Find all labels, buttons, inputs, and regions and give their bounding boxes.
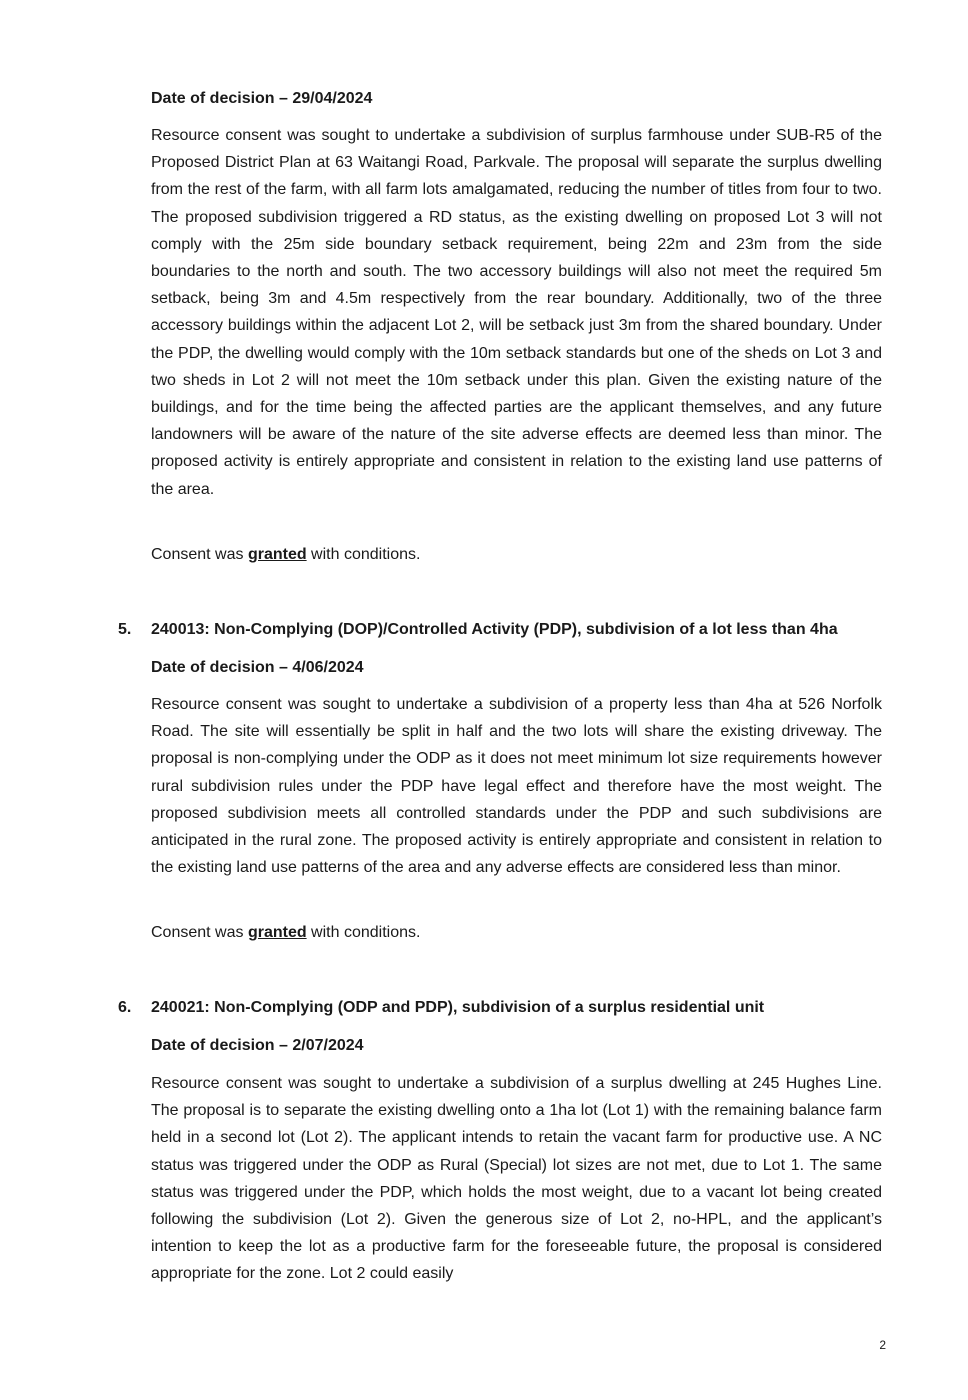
section-5-paragraph: Resource consent was sought to undertake a subdivision of a property less than 4ha at 526 Norfolk Road. The site will essentially be split in half and the two lots will share the existing driveway. The proposal is non-complying under the ODP as it does not meet minimum lot size requirements however rural subdivision rules under the PDP have legal effect and therefore have the most weight. The proposed subdivision meets all controlled standards under the PDP and such subdivisions are anticipated in the rural zone. The proposed activity is entirely appropriate and consistent in relation to the existing land use patterns of the area and any adverse effects are considered less than minor. [151, 696, 882, 877]
section-6-paragraph: Resource consent was sought to undertake a subdivision of a surplus dwelling at 245 Hughes Line. The proposal is to separate the existing dwelling onto a 1ha lot (Lot 1) with the remaining balance farm held in a second lot (Lot 2). The applicant intends to retain the vacant farm for productive use. A NC status was triggered under the ODP as Rural (Special) lot sizes are not met, due to Lot 1. The same status was triggered under the PDP, which holds the most weight, due to a vacant lot being created following the subdivision (Lot 2). Given the generous size of Lot 2, no-HPL, and the applicant’s intention to keep the lot as a productive farm for the foreseeable future, the proposal is considered appropriate for the zone. Lot 2 could easily [151, 1075, 882, 1283]
section-4-consent [151, 544, 882, 566]
consent-prefix: Consent was [151, 546, 248, 563]
section-4-date: Date of decision – 29/04/2024 [151, 90, 373, 107]
page-number: 2 [879, 1338, 886, 1352]
consent-prefix: Consent was [151, 924, 248, 941]
consent-suffix: with conditions. [306, 546, 421, 563]
consent-suffix: with conditions. [306, 924, 421, 941]
section-6-number: 6. [118, 999, 132, 1016]
section-6-title: 240021: Non-Complying (ODP and PDP), subdivision of a surplus residential unit [151, 999, 765, 1016]
section-5-consent [151, 922, 882, 944]
section-5-title: 240013: Non-Complying (DOP)/Controlled Activity (PDP), subdivision of a lot less than 4ha [151, 621, 838, 638]
section-5-number: 5. [118, 621, 132, 638]
section-5-date: Date of decision – 4/06/2024 [151, 659, 364, 676]
consent-keyword: granted [247, 546, 307, 563]
section-4-paragraph: Resource consent was sought to undertake a subdivision of surplus farmhouse under SUB-R5 of the Proposed District Plan at 63 Waitangi Road, Parkvale. The proposal will separate the surplus dwelling from the rest of the farm, with all farm lots amalgamated, reducing the number of titles from four to two. The proposed subdivision triggered a RD status, as the existing dwelling on proposed Lot 3 will not comply with the 25m side boundary setback requirement, being 22m and 23m from the side boundaries to the north and south. The two accessory buildings will also not meet the required 5m setback, being 3m and 4.5m respectively from the rear boundary. Additionally, two of the three accessory buildings within the adjacent Lot 2, will be setback just 3m from the shared boundary. Under the PDP, the dwelling would comply with the 10m setback standards but one of the sheds on Lot 3 and two sheds in Lot 2 will not meet the 10m setback under this plan. Given the existing nature of the buildings, and for the time being the affected parties are the applicant themselves, and any future landowners will be aware of the nature of the site adverse effects are deemed less than minor. The proposed activity is entirely appropriate and consistent in relation to the existing land use patterns of the area. [151, 127, 882, 498]
section-5-heading [118, 619, 898, 641]
section-6-date: Date of decision – 2/07/2024 [151, 1037, 364, 1054]
consent-keyword: granted [247, 924, 307, 941]
section-6-heading [118, 997, 898, 1019]
